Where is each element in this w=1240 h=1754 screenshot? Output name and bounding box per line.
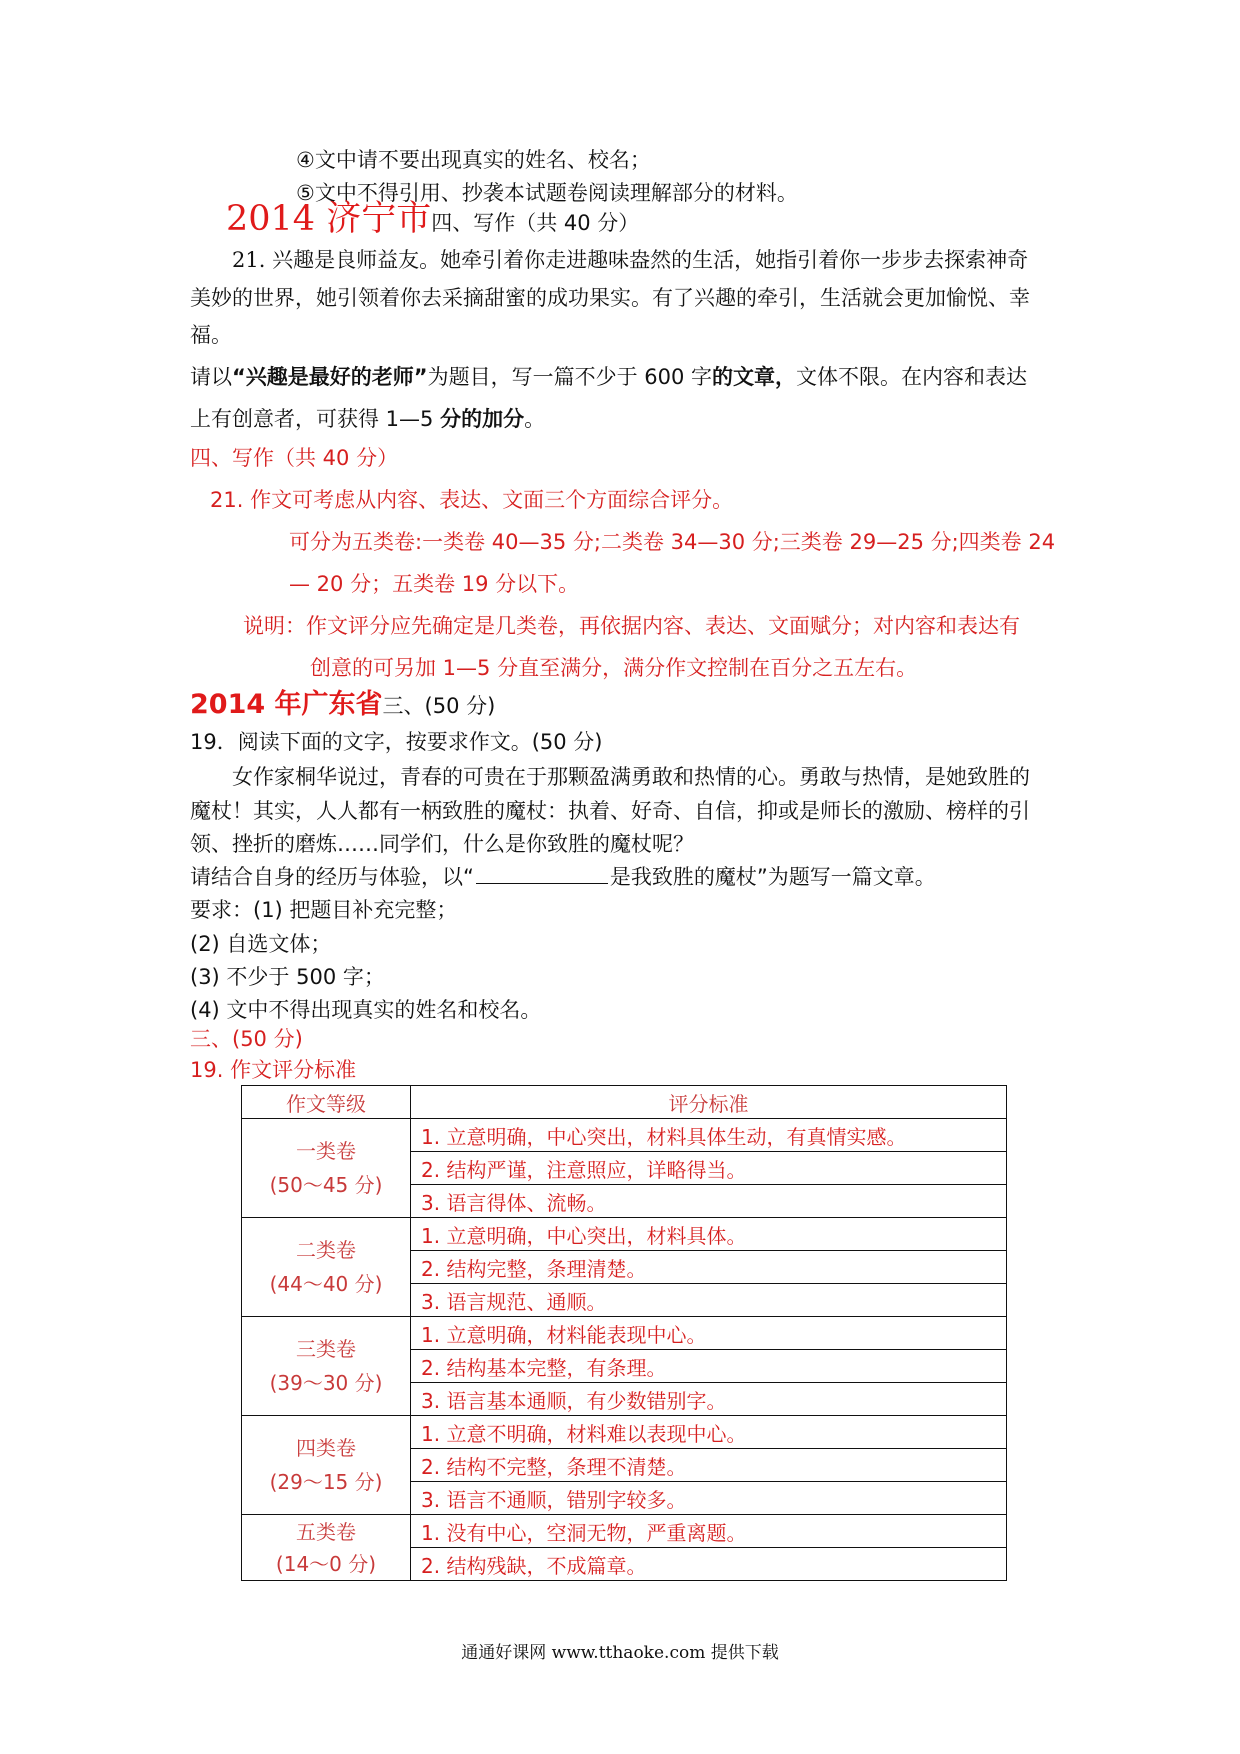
guangdong-req-2: (2) 自选文体； (190, 932, 332, 956)
jining-requirement-line-2 (190, 404, 545, 434)
guangdong-para-4 (190, 862, 936, 892)
level-name: 三类卷 (296, 1337, 356, 1361)
criterion-cell: 3. 语言基本通顺，有少数错别字。 (411, 1383, 1007, 1416)
criterion-cell: 2. 结构严谨，注意照应，详略得当。 (411, 1152, 1007, 1185)
jining-prompt-line-2: 美妙的世界，她引领着你去采摘甜蜜的成功果实。有了兴趣的牵引，生活就会更加愉悦、幸 (190, 286, 1030, 310)
jining-answer-line-1: 21. 作文可考虑从内容、表达、文面三个方面综合评分。 (210, 488, 734, 512)
criterion-cell: 2. 结构基本完整，有条理。 (411, 1350, 1007, 1383)
table-row (242, 1515, 1007, 1548)
note-4: ④文中请不要出现真实的姓名、校名； (296, 148, 651, 172)
jining-answer-line-3: — 20 分；五类卷 19 分以下。 (289, 572, 580, 596)
header-criteria: 评分标准 (411, 1086, 1007, 1119)
level-range: (39～30 分) (269, 1371, 383, 1395)
criterion-cell: 2. 结构残缺，不成篇章。 (411, 1548, 1007, 1581)
note-5: ⑤文中不得引用、抄袭本试题卷阅读理解部分的材料。 (296, 181, 798, 205)
jining-requirement-line-1 (190, 362, 1027, 392)
guangdong-section-title: 三、(50 分) (382, 694, 496, 718)
level-range: (14～0 分) (275, 1551, 377, 1576)
para-4-b: 是我致胜的魔杖”为题写一篇文章。 (609, 865, 936, 889)
guangdong-req-3: (3) 不少于 500 字； (190, 965, 385, 989)
grading-table-header (242, 1086, 1007, 1119)
criterion-cell: 1. 立意明确，中心突出，材料具体。 (411, 1218, 1007, 1251)
req-line2-b: 分的加分 (440, 407, 525, 431)
level-name: 二类卷 (296, 1238, 356, 1262)
criterion-cell: 1. 立意不明确，材料难以表现中心。 (411, 1416, 1007, 1449)
jining-stamp: 2014 济宁市 (226, 199, 432, 239)
jining-answer-line-5: 创意的可另加 1—5 分直至满分，满分作文控制在百分之五左右。 (310, 656, 918, 680)
jining-prompt-line-3: 福。 (190, 323, 232, 347)
level-range: (44～40 分) (269, 1272, 383, 1296)
req-text-a: 请以 (190, 365, 232, 389)
title-blank (476, 863, 608, 884)
level-cell (242, 1416, 411, 1515)
guangdong-para-3: 领、挫折的磨炼……同学们，什么是你致胜的魔杖呢？ (190, 832, 694, 856)
criterion-cell: 3. 语言不通顺，错别字较多。 (411, 1482, 1007, 1515)
jining-section-title: 四、写作（共 40 分） (431, 211, 640, 235)
guangdong-stamp: 2014 年广东省 (190, 689, 383, 720)
guangdong-para-2: 魔杖！其实，人人都有一柄致胜的魔杖：执着、好奇、自信，抑或是师长的激励、榜样的引 (190, 799, 1030, 823)
req-text-b: 为题目，写一篇不少于 600 字 (427, 365, 713, 389)
req-essay-title: “兴趣是最好的老师” (232, 365, 428, 389)
level-cell (242, 1515, 411, 1581)
guangdong-req-4: (4) 文中不得出现真实的姓名和校名。 (190, 998, 542, 1022)
footer-credit: 通通好课网 www.tthaoke.com 提供下载 (461, 1643, 779, 1663)
level-name: 四类卷 (296, 1436, 356, 1460)
guangdong-para-1: 女作家桐华说过，青春的可贵在于那颗盈满勇敢和热情的心。勇敢与热情，是她致胜的 (232, 765, 1030, 789)
para-4-a: 请结合自身的经历与体验，以“ (190, 865, 474, 889)
criterion-cell: 1. 没有中心，空洞无物，严重离题。 (411, 1515, 1007, 1548)
req-text-c: 的文章， (712, 365, 797, 389)
criterion-cell: 2. 结构完整，条理清楚。 (411, 1251, 1007, 1284)
guangdong-heading (190, 688, 495, 724)
criterion-cell: 2. 结构不完整，条理不清楚。 (411, 1449, 1007, 1482)
req-line2-c: 。 (524, 407, 546, 431)
table-row (242, 1218, 1007, 1251)
grading-table (241, 1085, 1007, 1581)
criterion-cell: 3. 语言得体、流畅。 (411, 1185, 1007, 1218)
level-name: 一类卷 (296, 1139, 356, 1163)
req-text-d: 文体不限。在内容和表达 (796, 365, 1028, 389)
jining-answer-line-2: 可分为五类卷:一类卷 40—35 分;二类卷 34—30 分;三类卷 29—25 分;四类卷 24 (289, 530, 1056, 554)
table-row (242, 1317, 1007, 1350)
req-line2-a: 上有创意者，可获得 1—5 (190, 407, 441, 431)
guangdong-answer-section: 三、(50 分) (190, 1027, 303, 1051)
criterion-cell: 3. 语言规范、通顺。 (411, 1284, 1007, 1317)
header-level: 作文等级 (242, 1086, 411, 1119)
jining-prompt-line-1: 21. 兴趣是良师益友。她牵引着你走进趣味盎然的生活，她指引着你一步步去探索神奇 (232, 248, 1029, 272)
level-cell (242, 1119, 411, 1218)
level-cell (242, 1317, 411, 1416)
criterion-cell: 1. 立意明确，中心突出，材料具体生动，有真情实感。 (411, 1119, 1007, 1152)
criterion-cell: 1. 立意明确，材料能表现中心。 (411, 1317, 1007, 1350)
jining-answer-section: 四、写作（共 40 分） (190, 446, 399, 470)
level-cell (242, 1218, 411, 1317)
table-row (242, 1119, 1007, 1152)
level-range: (50～45 分) (269, 1173, 383, 1197)
level-range: (29～15 分) (269, 1470, 383, 1494)
table-row (242, 1416, 1007, 1449)
guangdong-question: 19．阅读下面的文字，按要求作文。(50 分) (190, 730, 603, 754)
jining-answer-line-4: 说明：作文评分应先确定是几类卷，再依据内容、表达、文面赋分；对内容和表达有 (243, 614, 1020, 638)
guangdong-req-1: 要求：(1) 把题目补充完整； (190, 898, 458, 922)
guangdong-answer-title: 19. 作文评分标准 (190, 1058, 357, 1082)
level-name: 五类卷 (296, 1519, 356, 1544)
jining-heading (226, 199, 639, 239)
